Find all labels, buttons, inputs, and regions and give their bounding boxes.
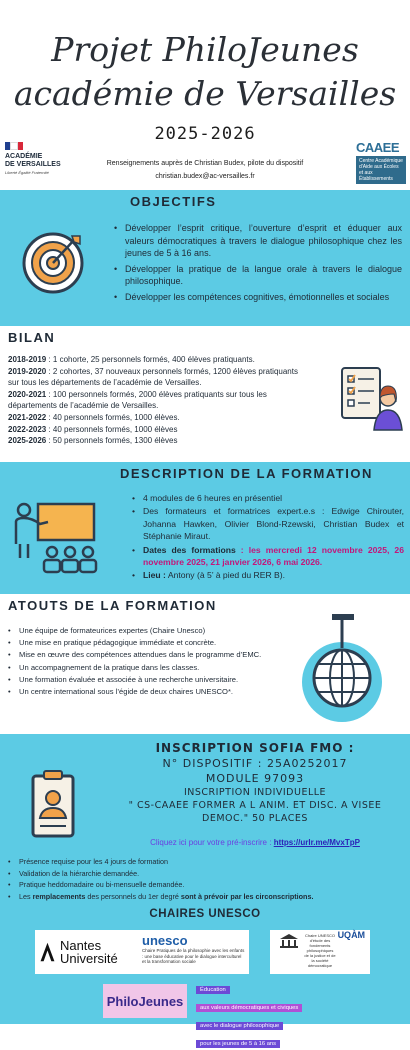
philojeunes-tags <box>196 978 326 1050</box>
list-item: • 4 modules de 6 heures en présentiel <box>132 492 404 504</box>
preinscription-row <box>100 838 410 847</box>
tag: avec le dialogue philosophique <box>196 1022 283 1030</box>
list-item: 2025-2026 : 50 personnels formés, 1300 élèves <box>8 436 178 446</box>
list-item: • Lieu : Antony (à 5’ à pied du RER B). <box>132 569 404 581</box>
list-item: • Dates des formations : les mercredi 12 novembre 2025, 26 novembre 2025, 21 janvier 2026, 6 mai 2026. <box>132 544 404 569</box>
uqam-wordmark: UQÀM <box>337 930 366 940</box>
nantes-mark-icon <box>39 938 56 966</box>
list-item: • Une équipe de formateurices expertes (Chaire Unesco) <box>8 626 298 637</box>
atouts-list <box>8 626 298 699</box>
caaee-subtitle: Centre Académique d'Aide aux Écoles et aux Établissements <box>356 156 406 184</box>
nantes-universite-logo <box>35 930 139 974</box>
preinscription-label: Cliquez ici pour votre pré-inscrire : <box>150 838 274 847</box>
header <box>0 0 410 190</box>
description-list <box>132 492 404 583</box>
description-title: DESCRIPTION DE LA FORMATION <box>120 466 373 481</box>
preinscription-link[interactable]: https://urlr.me/MvxTpP <box>273 838 360 847</box>
checklist-person-icon <box>336 364 404 432</box>
course-name-line2: DEMOC." 50 PLACES <box>202 813 308 824</box>
unesco-temple-icon <box>273 933 304 971</box>
unesco-wordmark: unesco <box>142 933 188 948</box>
list-item: • Pratique heddomadaire ou bi-mensuelle demandée. <box>8 879 330 891</box>
contact-info <box>85 157 325 183</box>
school-year: 2025-2026 <box>154 124 256 144</box>
inscription-heading: INSCRIPTION SOFIA FMO : <box>155 741 355 755</box>
target-icon <box>22 232 84 294</box>
nantes-name: Nantes Université <box>59 938 118 966</box>
tag: pour les jeunes de 5 à 16 ans <box>196 1040 280 1048</box>
list-item: • Les remplacements des personnels du 1er degré sont à prévoir par les circonscriptions. <box>8 891 330 903</box>
list-item: 2022-2023 : 40 personnels formés, 1000 élèves <box>8 424 178 434</box>
tag: aux valeurs démocratiques et civiques <box>196 1004 302 1012</box>
philojeunes-logo <box>103 984 187 1018</box>
course-name-line1: " CS-CAAEE FORMER A L ANIM. ET DISC. A VISEE <box>128 800 382 811</box>
clipboard-person-icon <box>30 770 76 840</box>
description-section <box>0 462 410 594</box>
list-item: 2020-2021 : 100 personnels formés, 2000 élèves pratiquants sur tous les départements de l’académie de Versailles. <box>8 389 267 411</box>
caaee-logo <box>356 140 406 184</box>
academie-versailles-logo <box>5 142 73 175</box>
atouts-title: ATOUTS DE LA FORMATION <box>8 598 217 613</box>
republic-flag-icon <box>5 142 23 150</box>
dispositif-number: N° DISPOSITIF : 25A0252017 <box>162 757 348 770</box>
list-item: 2019-2020 : 2 cohortes, 37 nouveaux personnels formés, 1200 élèves pratiquants sur tous les départements de l’académie de Versailles. <box>8 366 298 388</box>
list-item: • Présence requise pour les 4 jours de formation <box>8 856 330 868</box>
list-item: • Mise en œuvre des compétences attendues dans le programme d’EMC. <box>8 650 298 661</box>
list-item: • Validation de la hiérarchie demandée. <box>8 868 330 880</box>
inscription-type: INSCRIPTION INDIVIDUELLE <box>183 787 327 798</box>
inscription-notes <box>8 856 330 902</box>
list-item: 2021-2022 : 40 personnels formés, 1000 élèves. <box>8 412 180 422</box>
list-item: • Une formation évaluée et associée à une recherche universitaire. <box>8 675 298 686</box>
list-item: • Une mise en pratique pédagogique immédiate et concrète. <box>8 638 298 649</box>
academie-line2: DE VERSAILLES <box>5 161 61 168</box>
unesco-uqam-logo <box>270 930 370 974</box>
disco-ball-icon <box>300 604 384 730</box>
objectifs-section <box>0 190 410 326</box>
list-item: • Un accompagnement de la pratique dans les classes. <box>8 663 298 674</box>
list-item: • Un centre international sous l’égide de deux chaires UNESCO*. <box>8 687 298 698</box>
list-item: • Développer l’esprit critique, l’ouverture d’esprit et éduquer aux valeurs démocratiques à travers le dialogue philosophique chez les jeunes de 5 à 16 ans. <box>114 222 402 260</box>
tag: Éducation <box>196 986 230 994</box>
list-item: • Développer la pratique de la langue orale à travers le dialogue philosophique. <box>114 263 402 288</box>
unesco-chair-logo <box>139 930 249 974</box>
chaires-title: CHAIRES UNESCO <box>149 908 261 920</box>
academie-line1: ACADÉMIE <box>5 153 43 160</box>
list-item: 2018-2019 : 1 cohorte, 25 personnels formés, 400 élèves pratiquants. <box>8 355 255 364</box>
objectifs-list <box>114 222 402 306</box>
bilan-section <box>0 326 410 462</box>
bilan-title: BILAN <box>8 330 56 345</box>
contact-text: Renseignements auprès de Christian Budex, pilote du dispositif <box>106 160 304 167</box>
contact-email[interactable]: christian.budex@ac-versailles.fr <box>155 173 255 180</box>
page-title-line1: Projet PhiloJeunes <box>51 30 359 69</box>
unesco-chair-text: Chaire UNESCO d'étude des fondements philosophiques de la justice et de la société démocratique <box>304 933 336 968</box>
teacher-board-icon <box>10 500 106 576</box>
atouts-section <box>0 594 410 734</box>
unesco-chair-description: Chaire Pratiques de la philosophie avec les enfants : une base éducative pour le dialogue interculturel et la transformation sociale <box>142 948 245 964</box>
bilan-list <box>8 354 308 447</box>
philojeunes-name: PhiloJeunes <box>106 993 184 1009</box>
caaee-name: CAAEE <box>356 140 400 155</box>
list-item: • Développer les compétences cognitives, émotionnelles et sociales <box>114 291 402 304</box>
academie-motto: Liberté Égalité Fraternité <box>5 170 49 175</box>
page-title-line2: académie de Versailles <box>13 74 397 113</box>
module-number: MODULE 97093 <box>205 772 305 785</box>
objectifs-title: OBJECTIFS <box>130 194 217 209</box>
list-item: • Des formateurs et formatrices expert.e.s : Edwige Chirouter, Johanna Hawken, Olivier Blond-Rzewski, Christian Budex et Stéphanie Miraut. <box>132 505 404 542</box>
inscription-details <box>100 740 410 825</box>
inscription-section <box>0 734 410 1047</box>
